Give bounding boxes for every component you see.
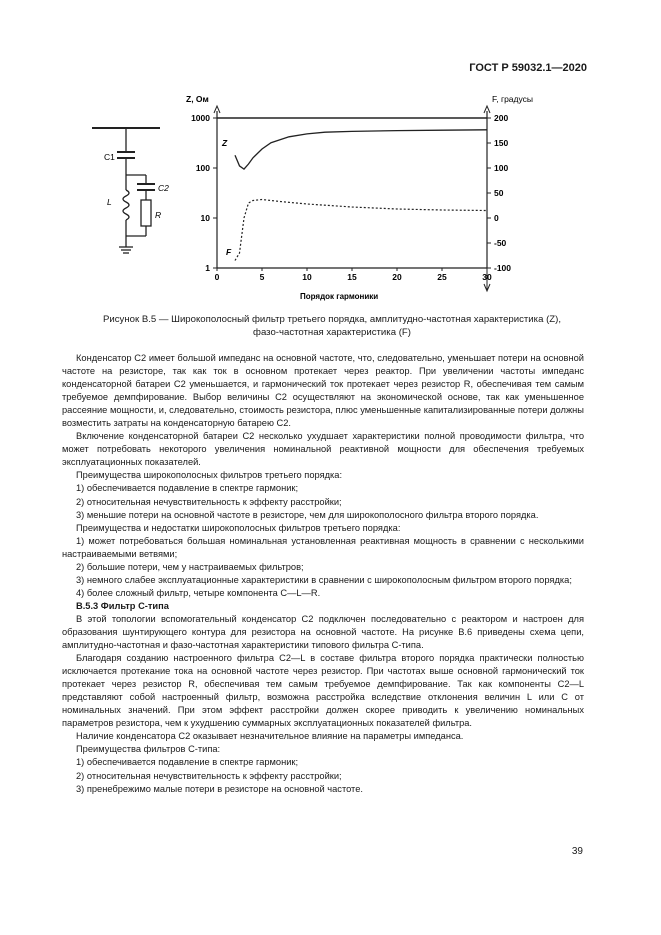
- y2-tick-label: -100: [494, 263, 512, 273]
- section-heading: В.5.3 Фильтр С-типа: [76, 600, 169, 611]
- list-item: 3) пренебрежимо малые потери в резисторе на основной частоте.: [76, 783, 363, 794]
- body-text: [62, 352, 584, 796]
- y-tick-label: 1000: [191, 113, 210, 123]
- paragraph: Благодаря созданию настроенного фильтра C2—L в составе фильтра второго порядка практически полностью исключается протекание тока на основной частоте через резистор. При частотах выше основной гармонический ток протекает через резистор R, обеспечивая тем самым требуемое демпфирование. Так как компоненты C2—L представляют собой настроенный фильтр, возможна расстройка вследствие отклонения величин L или C от номинальных значений. При этом эффект расстройки должен скорее приводить к увеличению номинальных параметров резистора, чем к ухудшению суммарных эксплуатационных показателей фильтра.: [62, 653, 584, 729]
- list-item: 2) большие потери, чем у настраиваемых фильтров;: [76, 561, 304, 572]
- right-axis-title: F, градусы: [492, 94, 534, 104]
- document-header: ГОСТ Р 59032.1—2020: [469, 62, 587, 74]
- paragraph: Включение конденсаторной батареи C2 несколько ухудшает характеристики полной проводимости фильтра, что может потребовать некоторого увеличения номинальной реактивной мощности для обеспечения требуемых эксплуатационных показателей.: [62, 431, 584, 468]
- series-z-line: [235, 130, 487, 169]
- paragraph: Конденсатор C2 имеет большой импеданс на основной частоте, что, следовательно, уменьшает потери на основной частоте на резисторе, так как ток в основном протекает через реактор. При увеличении частоты импеданс конденсаторной батареи C2 уменьшается, и гармонический ток протекает через резистор R, обеспечивая тем самым требуемое демпфирование. Выбор величины C2 осуществляют на экономической основе, так как уменьшенное рассеяние мощности, и, следовательно, стоимость резистора, плюс уменьшенные капитализированные потери должны возместить затраты на конденсаторную батарею C2.: [62, 353, 584, 429]
- label-c1: C1: [104, 152, 115, 162]
- curve-label-z: Z: [222, 138, 228, 148]
- list-item: 3) немного слабее эксплуатационные характеристики в сравнении с широкополосным фильтром второго порядка;: [76, 574, 572, 585]
- list-item: 1) обеспечивается подавление в спектре гармоник;: [76, 757, 299, 768]
- series-f-line: [235, 200, 487, 261]
- paragraph: Преимущества фильтров С-типа:: [76, 744, 221, 755]
- x-tick-label: 0: [214, 272, 220, 282]
- figure: [0, 0, 661, 310]
- y2-tick-label: 50: [494, 188, 504, 198]
- y-tick-label: 10: [200, 213, 210, 223]
- x-tick-label: 15: [347, 272, 357, 282]
- list-item: 4) более сложный фильтр, четыре компонента C—L—R.: [76, 587, 321, 598]
- paragraph: Преимущества широкополосных фильтров третьего порядка:: [76, 470, 343, 481]
- paragraph: В этой топологии вспомогательный конденсатор C2 подключен последовательно с реактором и настроен для образования шунтирующего контура для резистора на основной частоте. На рисунке В.6 приведены схема цепи, амплитудно-частотная и фазо-частотная характеристики типового фильтра С-типа.: [62, 613, 584, 651]
- x-tick-label: 25: [437, 272, 447, 282]
- label-l: L: [107, 197, 112, 207]
- paragraph: Преимущества и недостатки широкополосных фильтров третьего порядка:: [76, 522, 401, 533]
- list-item: 3) меньшие потери на основной частоте в резисторе, чем для широкополосного фильтра второго порядка.: [76, 509, 539, 520]
- chart: [186, 94, 533, 301]
- y-tick-label: 1: [205, 263, 210, 273]
- paragraph: Наличие конденсатора C2 оказывает незначительное влияние на параметры импеданса.: [76, 731, 464, 742]
- x-tick-label: 5: [259, 272, 265, 282]
- y-tick-label: 100: [195, 163, 210, 173]
- list-item: 2) относительная нечувствительность к эффекту расстройки;: [76, 770, 342, 781]
- page-number: 39: [571, 846, 583, 857]
- figure-caption: [62, 313, 602, 339]
- x-axis-title: Порядок гармоники: [300, 292, 379, 301]
- x-tick-label: 20: [392, 272, 402, 282]
- x-tick-label: 30: [482, 272, 492, 282]
- list-item: 2) относительная нечувствительность к эффекту расстройки;: [76, 496, 342, 507]
- y2-tick-label: 0: [494, 213, 499, 223]
- label-c2: C2: [158, 183, 169, 193]
- list-item: 1) обеспечивается подавление в спектре гармоник;: [76, 483, 299, 494]
- x-tick-label: 10: [302, 272, 312, 282]
- list-item: 1) может потребоваться большая номинальная установленная реактивная мощность в сравнении с несколькими настраиваемыми ветвями;: [62, 535, 584, 559]
- left-axis-title: Z, Ом: [186, 94, 209, 104]
- y2-tick-label: 100: [494, 163, 509, 173]
- y2-tick-label: -50: [494, 238, 507, 248]
- y2-tick-label: 150: [494, 138, 509, 148]
- caption-line-1: Рисунок В.5 — Широкополосный фильтр третьего порядка, амплитудно-частотная характеристика (Z),: [102, 314, 561, 325]
- curve-label-f: F: [226, 247, 232, 257]
- caption-line-2: фазо-частотная характеристика (F): [253, 327, 411, 338]
- circuit-diagram: [92, 128, 160, 253]
- y2-tick-label: 200: [494, 113, 509, 123]
- label-r: R: [155, 210, 162, 220]
